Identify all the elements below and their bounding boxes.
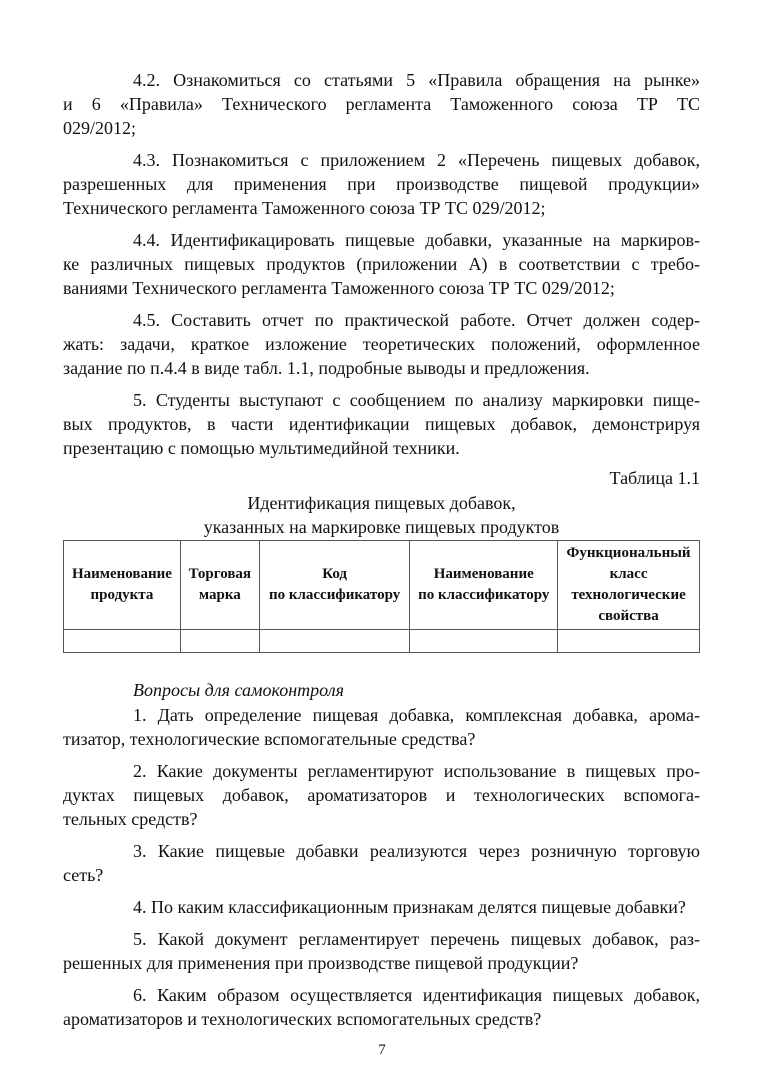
text-line: 029/2012; — [63, 118, 137, 138]
column-header-line: марка — [198, 587, 241, 603]
text-line: 5. Студенты выступают с сообщением по анализу маркировки пище- — [133, 390, 700, 410]
text-line: 4.2. Ознакомиться со статьями 5 «Правила обращения на рынке» — [133, 70, 700, 90]
column-header-line: свойства — [598, 608, 659, 624]
text-line: 4. По каким классификационным признакам делятся пищевые добавки? — [133, 897, 686, 917]
page-number: 7 — [378, 1042, 386, 1058]
text-line: 5. Какой документ регламентирует перечень пищевых добавок, раз- — [133, 929, 700, 949]
text-line: 1. Дать определение пищевая добавка, комплексная добавка, арома- — [133, 705, 700, 725]
text-line: ваниями Технического регламента Таможенного союза ТР ТС 029/2012; — [63, 278, 615, 298]
table-title-line: Идентификация пищевых добавок, — [247, 493, 516, 513]
column-header — [180, 541, 259, 630]
column-header-line: по классификатору — [268, 587, 401, 603]
column-header — [64, 541, 181, 630]
paragraph — [63, 228, 700, 300]
text-line: 3. Какие пищевые добавки реализуются через розничную торговую — [133, 841, 700, 861]
table-row — [64, 630, 700, 653]
text-line: Технического регламента Таможенного союза ТР ТС 029/2012; — [63, 198, 546, 218]
table-cell — [180, 630, 259, 653]
column-header-line: технологические — [571, 587, 686, 603]
table-number: Таблица 1.1 — [609, 468, 700, 488]
table-cell — [64, 630, 181, 653]
column-header-line: класс — [609, 566, 648, 582]
column-header-line: Наименование — [433, 566, 534, 582]
paragraph — [63, 983, 700, 1031]
text-line: вых продуктов, в части идентификации пищевых добавок, демонстрируя — [63, 414, 700, 434]
text-line: 4.3. Познакомиться с приложением 2 «Перечень пищевых добавок, — [133, 150, 700, 170]
column-header — [558, 541, 700, 630]
text-line: презентацию с помощью мультимедийной техники. — [63, 438, 460, 458]
text-line: тизатор, технологические вспомогательные средства? — [63, 729, 476, 749]
food-additives-table — [63, 540, 700, 653]
paragraph — [63, 895, 700, 919]
table-title-line: указанных на маркировке пищевых продуктов — [203, 517, 560, 537]
column-header — [259, 541, 410, 630]
text-line: сеть? — [63, 865, 104, 885]
paragraph — [63, 927, 700, 975]
table-cell — [259, 630, 410, 653]
text-line: ароматизаторов и технологических вспомогательных средств? — [63, 1009, 542, 1029]
table-cell — [410, 630, 558, 653]
column-header-line: Торговая — [188, 566, 252, 582]
text-line: разрешенных для применения при производстве пищевой продукции» — [63, 174, 700, 194]
text-line: и 6 «Правила» Технического регламента Таможенного союза ТР ТС — [63, 94, 700, 114]
column-header-line: Функциональный — [566, 545, 691, 561]
text-line: 4.5. Составить отчет по практической работе. Отчет должен содер- — [133, 310, 700, 330]
text-line: задание по п.4.4 в виде табл. 1.1, подробные выводы и предложения. — [63, 358, 590, 378]
table-header-row — [64, 541, 700, 630]
paragraph — [63, 839, 700, 887]
paragraph — [63, 308, 700, 380]
questions-heading: Вопросы для самоконтроля — [133, 680, 344, 700]
paragraph — [63, 148, 700, 220]
column-header — [410, 541, 558, 630]
column-header-line: Наименование — [71, 566, 172, 582]
text-line: 2. Какие документы регламентируют использование в пищевых про- — [133, 761, 700, 781]
column-header-line: Код — [322, 566, 347, 582]
paragraph — [63, 759, 700, 831]
text-line: тельных средств? — [63, 809, 198, 829]
column-header-line: по классификатору — [418, 587, 550, 603]
text-line: ке различных пищевых продуктов (приложении А) в соответствии с требо- — [63, 254, 700, 274]
text-line: решенных для применения при производстве пищевой продукции? — [63, 953, 579, 973]
questions-section — [63, 678, 700, 1039]
text-line: жать: задачи, краткое изложение теоретических положений, оформленное — [63, 334, 700, 354]
paragraph — [63, 703, 700, 751]
table-cell — [558, 630, 700, 653]
text-line: 6. Каким образом осуществляется идентификация пищевых добавок, — [133, 985, 700, 1005]
text-line: 4.4. Идентификацировать пищевые добавки, указанные на маркиров- — [133, 230, 700, 250]
table-title — [63, 491, 700, 539]
paragraph — [63, 68, 700, 140]
instructions-section — [63, 68, 700, 468]
text-line: дуктах пищевых добавок, ароматизаторов и технологических вспомога- — [63, 785, 700, 805]
paragraph — [63, 388, 700, 460]
column-header-line: продукта — [90, 587, 154, 603]
